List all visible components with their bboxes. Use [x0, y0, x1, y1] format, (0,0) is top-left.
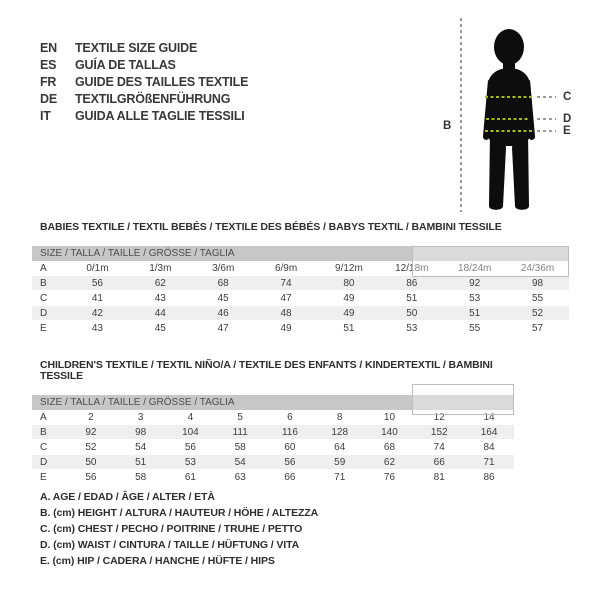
size-value-cell: 48 — [255, 306, 318, 321]
size-value-cell: 8 — [315, 410, 365, 425]
row-label: B — [32, 276, 66, 291]
waist-measure-line — [486, 118, 600, 120]
size-table-row — [32, 470, 514, 485]
size-value-cell: 18/24m — [443, 261, 506, 276]
size-value-cell: 3 — [116, 410, 166, 425]
size-value-cell: 62 — [129, 276, 192, 291]
children-size-table — [32, 410, 514, 485]
size-value-cell: 116 — [265, 425, 315, 440]
size-value-cell: 47 — [192, 321, 255, 336]
size-value-cell: 80 — [318, 276, 381, 291]
size-value-cell: 3/6m — [192, 261, 255, 276]
size-value-cell: 92 — [66, 425, 116, 440]
size-value-cell: 68 — [192, 276, 255, 291]
size-value-cell: 164 — [464, 425, 514, 440]
size-value-cell: 128 — [315, 425, 365, 440]
size-value-cell: 140 — [365, 425, 415, 440]
size-table-row — [32, 306, 569, 321]
size-value-cell: 56 — [66, 276, 129, 291]
language-row-en — [40, 40, 248, 57]
chest-dash-guide — [537, 96, 556, 98]
language-code: DE — [40, 92, 57, 106]
size-value-cell: 50 — [66, 455, 116, 470]
size-value-cell: 24/36m — [506, 261, 569, 276]
language-code: ES — [40, 58, 57, 72]
waist-label-d: D — [563, 113, 572, 125]
guide-title-es: GUÍA DE TALLAS — [75, 58, 176, 72]
size-value-cell: 52 — [506, 306, 569, 321]
legend-line-chest: C. (cm) CHEST / PECHO / POITRINE / TRUHE / PETTO — [40, 523, 303, 535]
row-label: C — [32, 440, 66, 455]
size-value-cell: 53 — [166, 455, 216, 470]
legend-line-waist: D. (cm) WAIST / CINTURA / TAILLE / HÜFTUNG / VITA — [40, 539, 300, 551]
hip-label-e: E — [563, 125, 571, 137]
size-value-cell: 54 — [215, 455, 265, 470]
size-value-cell: 81 — [414, 470, 464, 485]
size-value-cell: 53 — [443, 291, 506, 306]
size-value-cell: 47 — [255, 291, 318, 306]
size-table-row — [32, 455, 514, 470]
size-value-cell: 54 — [116, 440, 166, 455]
hip-dash-guide — [537, 130, 556, 132]
guide-title-en: TEXTILE SIZE GUIDE — [75, 41, 198, 55]
size-value-cell: 71 — [315, 470, 365, 485]
chest-label-c: C — [563, 91, 572, 103]
size-value-cell: 111 — [215, 425, 265, 440]
size-value-cell: 12 — [414, 410, 464, 425]
size-value-cell: 51 — [380, 291, 443, 306]
language-row-de — [40, 91, 248, 108]
row-label: A — [32, 410, 66, 425]
language-row-fr — [40, 74, 248, 91]
size-value-cell: 14 — [464, 410, 514, 425]
size-value-cell: 56 — [166, 440, 216, 455]
size-value-cell: 52 — [66, 440, 116, 455]
size-value-cell: 6/9m — [255, 261, 318, 276]
waist-dash-body — [486, 118, 530, 120]
size-value-cell: 56 — [265, 455, 315, 470]
guide-title-it: GUIDA ALLE TAGLIE TESSILI — [75, 109, 245, 123]
size-value-cell: 45 — [192, 291, 255, 306]
children-section — [32, 360, 514, 485]
row-label: C — [32, 291, 66, 306]
size-value-cell: 9/12m — [318, 261, 381, 276]
guide-title-fr: GUIDE DES TAILLES TEXTILE — [75, 75, 249, 89]
size-table-row — [32, 425, 514, 440]
row-label: E — [32, 321, 66, 336]
size-value-cell: 60 — [265, 440, 315, 455]
size-value-cell: 66 — [265, 470, 315, 485]
size-value-cell: 61 — [166, 470, 216, 485]
size-value-cell: 12/18m — [380, 261, 443, 276]
size-value-cell: 58 — [116, 470, 166, 485]
size-value-cell: 98 — [506, 276, 569, 291]
size-value-cell: 42 — [66, 306, 129, 321]
size-value-cell: 86 — [464, 470, 514, 485]
size-value-cell: 55 — [443, 321, 506, 336]
size-table-row — [32, 276, 569, 291]
measurement-figure — [430, 10, 590, 225]
size-value-cell: 98 — [116, 425, 166, 440]
size-value-cell: 74 — [414, 440, 464, 455]
size-value-cell: 43 — [66, 321, 129, 336]
chest-measure-line — [485, 96, 600, 98]
language-row-it — [40, 108, 248, 125]
size-table-row — [32, 291, 569, 306]
size-value-cell: 55 — [506, 291, 569, 306]
size-value-cell: 6 — [265, 410, 315, 425]
row-label: D — [32, 455, 66, 470]
row-label: D — [32, 306, 66, 321]
legend-line-hip: E. (cm) HIP / CADERA / HANCHE / HÜFTE / HIPS — [40, 555, 275, 567]
size-value-cell: 0/1m — [66, 261, 129, 276]
size-value-cell: 152 — [414, 425, 464, 440]
babies-size-header-bar: SIZE / TALLA / TAILLE / GRÖSSE / TAGLIA — [32, 246, 569, 261]
size-value-cell: 44 — [129, 306, 192, 321]
language-row-es — [40, 57, 248, 74]
children-table-title: CHILDREN'S TEXTILE / TEXTIL NIÑO/A / TEXTILE DES ENFANTS / KINDERTEXTIL / BAMBINI TESSILE — [40, 359, 493, 382]
babies-table-title: BABIES TEXTILE / TEXTIL BEBÉS / TEXTILE DES BÉBÉS / BABYS TEXTIL / BAMBINI TESSILE — [40, 221, 502, 233]
size-value-cell: 51 — [116, 455, 166, 470]
size-value-cell: 51 — [318, 321, 381, 336]
size-value-cell: 64 — [315, 440, 365, 455]
row-label: A — [32, 261, 66, 276]
measurement-legend — [40, 489, 318, 569]
size-value-cell: 62 — [365, 455, 415, 470]
size-value-cell: 74 — [255, 276, 318, 291]
height-measure-line — [460, 18, 462, 212]
size-value-cell: 1/3m — [129, 261, 192, 276]
size-value-cell: 86 — [380, 276, 443, 291]
language-code: EN — [40, 41, 57, 55]
row-label: E — [32, 470, 66, 485]
row-label: B — [32, 425, 66, 440]
size-value-cell: 5 — [215, 410, 265, 425]
language-code: IT — [40, 109, 51, 123]
size-value-cell: 104 — [166, 425, 216, 440]
language-code: FR — [40, 75, 57, 89]
size-table-row — [32, 410, 514, 425]
size-table-row — [32, 261, 569, 276]
size-value-cell: 56 — [66, 470, 116, 485]
size-value-cell: 92 — [443, 276, 506, 291]
size-table-row — [32, 321, 569, 336]
size-value-cell: 63 — [215, 470, 265, 485]
size-value-cell: 49 — [318, 306, 381, 321]
legend-line-height: B. (cm) HEIGHT / ALTURA / HAUTEUR / HÖHE / ALTEZZA — [40, 507, 319, 519]
size-value-cell: 49 — [318, 291, 381, 306]
babies-section — [32, 222, 569, 336]
child-silhouette-icon — [474, 24, 546, 216]
size-value-cell: 76 — [365, 470, 415, 485]
waist-dash-guide — [537, 118, 556, 120]
size-value-cell: 57 — [506, 321, 569, 336]
size-value-cell: 10 — [365, 410, 415, 425]
size-value-cell: 50 — [380, 306, 443, 321]
size-table-row — [32, 440, 514, 455]
chest-dash-body — [485, 96, 533, 98]
size-value-cell: 71 — [464, 455, 514, 470]
size-value-cell: 59 — [315, 455, 365, 470]
size-value-cell: 66 — [414, 455, 464, 470]
size-value-cell: 43 — [129, 291, 192, 306]
size-value-cell: 53 — [380, 321, 443, 336]
size-value-cell: 49 — [255, 321, 318, 336]
legend-line-age: A. AGE / EDAD / ÂGE / ALTER / ETÀ — [40, 491, 215, 503]
size-value-cell: 68 — [365, 440, 415, 455]
height-label-b: B — [443, 120, 452, 132]
hip-dash-body — [485, 130, 532, 132]
size-value-cell: 4 — [166, 410, 216, 425]
size-value-cell: 2 — [66, 410, 116, 425]
children-size-header-bar: SIZE / TALLA / TAILLE / GRÖSSE / TAGLIA — [32, 395, 514, 410]
size-value-cell: 51 — [443, 306, 506, 321]
size-value-cell: 46 — [192, 306, 255, 321]
size-value-cell: 41 — [66, 291, 129, 306]
guide-title-de: TEXTILGRÖßENFÜHRUNG — [75, 92, 231, 106]
hip-measure-line — [485, 130, 600, 132]
babies-size-table — [32, 261, 569, 336]
language-list — [40, 40, 248, 125]
size-value-cell: 58 — [215, 440, 265, 455]
size-value-cell: 45 — [129, 321, 192, 336]
size-value-cell: 84 — [464, 440, 514, 455]
